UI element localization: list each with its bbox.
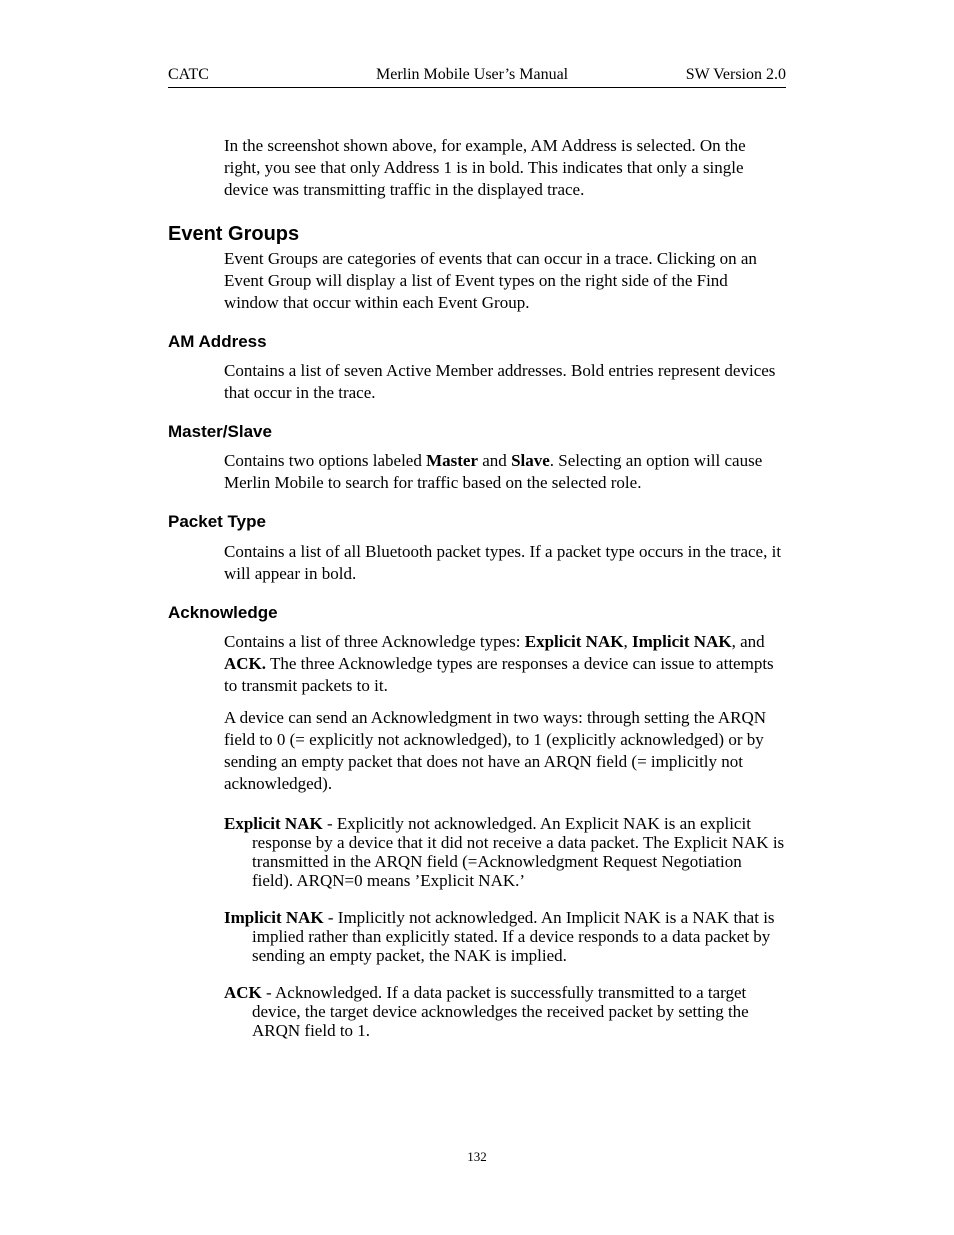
ack-text-2: , — [623, 632, 632, 651]
page-header — [168, 66, 786, 88]
header-title: Merlin Mobile User’s Manual — [376, 66, 569, 83]
master-slave-paragraph — [224, 450, 786, 494]
definition-text: - Implicitly not acknowledged. An Implicit NAK is a NAK that is implied rather than explicitly stated. If a device responds to a data packet by sending an empty packet, the NAK is implied. — [252, 908, 775, 965]
packet-type-paragraph: Contains a list of all Bluetooth packet types. If a packet type occurs in the trace, it will appear in bold. — [224, 542, 782, 583]
heading-acknowledge: Acknowledge — [168, 603, 278, 622]
heading-event-groups: Event Groups — [168, 223, 300, 245]
ack-text-3: , and — [731, 632, 765, 651]
definition-term: ACK — [224, 983, 262, 1002]
slave-term: Slave — [511, 451, 550, 470]
master-slave-text-3: . Selecting an option will cause Merlin Mobile to search for traffic based on the selected role. — [224, 451, 763, 492]
acknowledge-paragraph-1 — [224, 631, 786, 697]
definition-term: Explicit NAK — [224, 814, 323, 833]
master-term: Master — [426, 451, 479, 470]
ack-text-4: The three Acknowledge types are responses a device can issue to attempts to transmit packets to it. — [224, 654, 774, 695]
definition-implicit-nak — [224, 908, 786, 965]
header-company: CATC — [168, 66, 209, 83]
am-address-paragraph: Contains a list of seven Active Member addresses. Bold entries represent devices that occur in the trace. — [224, 361, 776, 402]
definition-text: - Acknowledged. If a data packet is successfully transmitted to a target device, the target device acknowledges the received packet by setting the ARQN field to 1. — [252, 983, 749, 1040]
header-version: SW Version 2.0 — [685, 66, 786, 83]
acknowledge-paragraph-2: A device can send an Acknowledgment in two ways: through setting the ARQN field to 0 (= explicitly not acknowledged), to 1 (explicitly acknowledged) or by sending an empty packet that does not have an ARQN field (= implicitly not acknowledged). — [224, 708, 767, 793]
heading-master-slave: Master/Slave — [168, 422, 272, 441]
definition-ack — [224, 983, 786, 1040]
definition-text: - Explicitly not acknowledged. An Explicit NAK is an explicit response by a device that it did not receive a data packet. The Explicit NAK is transmitted in the ARQN field (=Acknowledgment Request Negotiation field). ARQN=0 means ’Explicit NAK.’ — [252, 814, 785, 890]
definition-term: Implicit NAK — [224, 908, 324, 927]
ack-term: ACK. — [224, 654, 267, 673]
heading-packet-type: Packet Type — [168, 512, 266, 531]
explicit-nak-term: Explicit NAK — [524, 632, 624, 651]
master-slave-text-1: Contains two options labeled — [224, 451, 427, 470]
event-groups-paragraph: Event Groups are categories of events that can occur in a trace. Clicking on an Event Group will display a list of Event types on the right side of the Find window that occur within each Event Group. — [224, 249, 757, 312]
page-number: 132 — [467, 1149, 487, 1164]
definition-explicit-nak — [224, 814, 786, 890]
ack-text-1: Contains a list of three Acknowledge types: — [224, 632, 525, 651]
implicit-nak-term: Implicit NAK — [631, 632, 732, 651]
master-slave-text-2: and — [478, 451, 512, 470]
heading-am-address: AM Address — [168, 332, 267, 351]
intro-paragraph: In the screenshot shown above, for example, AM Address is selected. On the right, you see that only Address 1 is in bold. This indicates that only a single device was transmitting traffic in the displayed trace. — [224, 136, 746, 199]
